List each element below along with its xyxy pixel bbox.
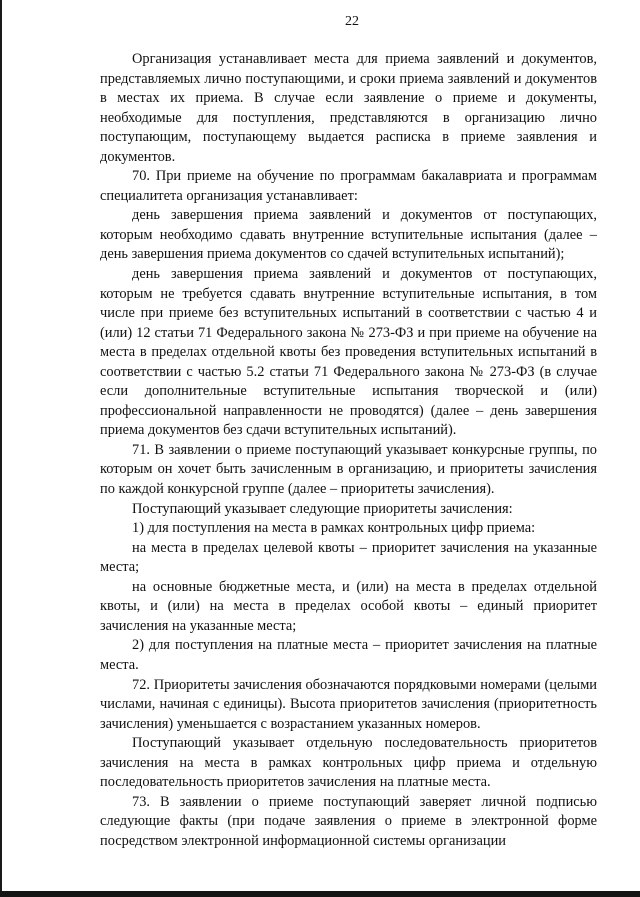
paragraph-reception-places: Организация устанавливает места для приема заявлений и документов, представляемых лично поступающими, и сроки приема заявлений и документов в местах их приема. В случае если заявление о приеме и документы, необходимые для поступления, представляются в организацию лично поступающим, поступающему выдается расписка в приеме заявления и документов. — [100, 51, 597, 165]
paragraph-item-73: 73. В заявлении о приеме поступающий заверяет личной подписью следующие факты (при подаче заявления о приеме в электронной форме посредством электронной информационной системы организации — [100, 793, 597, 849]
paragraph-priorities-intro: Поступающий указывает следующие приоритеты зачисления: — [132, 500, 513, 517]
page-number: 22 — [345, 14, 359, 29]
paragraph-item-70: 70. При приеме на обучение по программам бакалавриата и программам специалитета организация устанавливает: — [100, 168, 597, 204]
scan-edge-left — [0, 0, 2, 897]
paragraph-separate-sequences: Поступающий указывает отдельную последовательность приоритетов зачисления на места в рамках контрольных цифр приема и отдельную последовательность приоритетов зачисления на платные места. — [100, 735, 597, 791]
scan-edge-bottom — [0, 891, 640, 897]
paragraph-target-quota: на места в пределах целевой квоты – приоритет зачисления на указанные места; — [100, 539, 597, 576]
paragraph-deadline-with-exams: день завершения приема заявлений и документов от поступающих, которым необходимо сдавать внутренние вступительные испытания (далее – день завершения приема документов со сдачей вступительных испытаний); — [100, 207, 597, 263]
paragraph-deadline-without-exams: день завершения приема заявлений и документов от поступающих, которым не требуется сдавать внутренние вступительные испытания, в том числе при приеме без вступительных испытаний в соответствии с частью 4 и (или) 12 статьи 71 Федерального закона № 273-ФЗ и при приеме на обучение на места в пределах отдельной квоты без проведения вступительных испытаний в соответствии с частью 5.2 статьи 71 Федерального закона № 273-ФЗ (в случае если дополнительные вступительные испытания творческой и (или) профессиональной направленности не проводятся) (далее – день завершения приема документов без сдачи вступительных испытаний). — [100, 266, 597, 439]
document-body — [100, 50, 597, 851]
paragraph-budget-places: 1) для поступления на места в рамках контрольных цифр приема: — [132, 520, 536, 537]
paragraph-item-71: 71. В заявлении о приеме поступающий указывает конкурсные группы, по которым он хочет быть зачисленным в организацию, и приоритеты зачисления по каждой конкурсной группе (далее – приоритеты зачисления). — [100, 441, 597, 498]
paragraph-main-budget-places: на основные бюджетные места, и (или) на места в пределах отдельной квоты, и (или) на места в пределах особой квоты – единый приоритет зачисления на указанные места; — [100, 578, 597, 634]
paragraph-item-72: 72. Приоритеты зачисления обозначаются порядковыми номерами (целыми числами, начиная с единицы). Высота приоритетов зачисления (приоритетность зачисления) уменьшается с возрастанием указанных номеров. — [100, 676, 597, 732]
paragraph-paid-places: 2) для поступления на платные места – приоритет зачисления на платные места. — [100, 637, 597, 673]
